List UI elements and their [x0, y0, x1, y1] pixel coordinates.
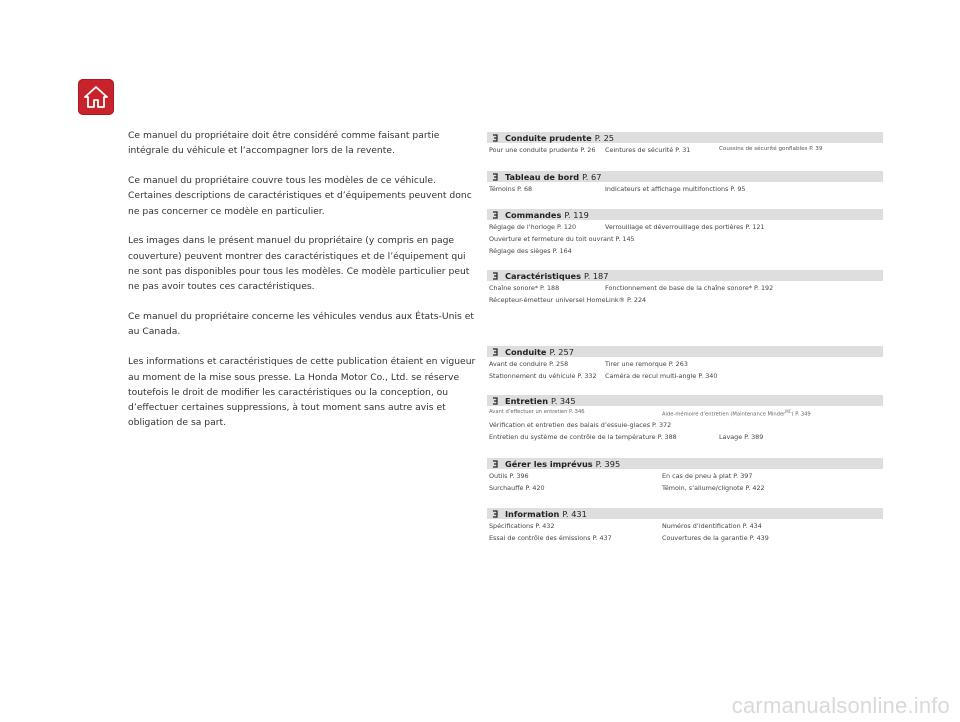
- section-page: P. 67: [582, 171, 602, 182]
- section-link[interactable]: [487, 458, 883, 469]
- section-title: Information: [505, 508, 560, 519]
- section-title: Commandes: [505, 209, 562, 220]
- section-title: Conduite: [505, 346, 547, 357]
- toc-section-emergencies: [487, 458, 883, 494]
- toc-link-text: Aide-mémoire d’entretien (Maintenance Minder: [662, 411, 786, 418]
- arrow-icon: [491, 510, 499, 518]
- toc-link[interactable]: Stationnement du véhicule P. 332: [489, 372, 597, 381]
- toc-link[interactable]: [662, 409, 811, 418]
- toc-link[interactable]: Lavage P. 389: [719, 433, 764, 442]
- intro-paragraph: Ce manuel du propriétaire concerne les véhicules vendus aux États-Unis et au Canada.: [128, 311, 474, 338]
- intro-paragraph: Ce manuel du propriétaire doit être considéré comme faisant partie intégrale du véhicule et l’accompagner lors de la revente.: [128, 130, 440, 157]
- toc-link[interactable]: Pour une conduite prudente P. 26: [489, 146, 596, 154]
- toc-link[interactable]: Fonctionnement de base de la chaîne sonore* P. 192: [605, 284, 774, 292]
- arrow-icon: [491, 134, 499, 142]
- arrow-icon: [491, 397, 499, 405]
- section-title: Caractéristiques: [505, 270, 581, 281]
- intro-paragraph: Les informations et caractéristiques de cette publication étaient en vigueur au moment de la mise sous presse. La Honda Motor Co., Ltd. se réserve toutefois le droit de modifier les caractéristiques ou la conception, ou d’effectuer certaines suppressions, à tout moment sans autre avis et obligation de sa part.: [128, 356, 476, 429]
- section-page: P. 187: [583, 270, 609, 281]
- toc-link[interactable]: Numéros d’identification P. 434: [662, 522, 762, 530]
- toc-link[interactable]: Avant de conduire P. 258: [489, 360, 569, 368]
- section-title: Tableau de bord: [505, 171, 580, 182]
- toc-link-page: ) P. 349: [791, 411, 811, 418]
- watermark: carmanualsonline.info: [731, 693, 950, 718]
- section-page: P. 395: [595, 458, 621, 469]
- toc-section-safe-driving: [487, 132, 883, 156]
- toc-link[interactable]: Caméra de recul multi-angle P. 340: [605, 372, 718, 381]
- intro-paragraph: Les images dans le présent manuel du propriétaire (y compris en page couverture) peuvent montrer des caractéristiques et de l’équipement qui ne sont pas disponibles pour tous les modèles. Ce modèle particulier peut ne pas avoir toutes ces caractéristiques.: [128, 235, 470, 293]
- section-page: P. 119: [564, 209, 589, 220]
- mm-mark: MC: [785, 409, 792, 414]
- section-page: P. 345: [551, 395, 576, 406]
- section-page: P. 25: [594, 132, 615, 143]
- toc-link[interactable]: Récepteur-émetteur universel HomeLink® P. 224: [489, 296, 647, 305]
- section-title: Entretien: [505, 395, 549, 406]
- toc-link[interactable]: Vérification et entretien des balais d’essuie-glaces P. 372: [489, 421, 672, 430]
- arrow-icon: [491, 460, 499, 468]
- section-title: Conduite prudente: [505, 132, 592, 143]
- intro-paragraph: Ce manuel du propriétaire couvre tous les modèles de ce véhicule. Certaines descriptions de caractéristiques et d’équipements peuvent donc ne pas concerner ce modèle en particulier.: [128, 175, 472, 217]
- toc-link[interactable]: Réglage des sièges P. 164: [489, 247, 572, 256]
- toc-link[interactable]: Avant d’effectuer un entretien P. 346: [489, 409, 585, 415]
- toc-link[interactable]: Outils P. 396: [489, 472, 529, 480]
- arrow-icon: [491, 173, 499, 181]
- toc-section-instrument-panel: [487, 171, 883, 195]
- toc-link[interactable]: Coussins de sécurité gonflables P. 39: [719, 146, 823, 152]
- toc-link[interactable]: Tirer une remorque P. 263: [605, 360, 688, 368]
- home-icon: [83, 84, 109, 110]
- arrow-icon: [491, 348, 499, 356]
- toc-section-features: [487, 270, 883, 306]
- arrow-icon: [491, 211, 499, 219]
- intro-text: [128, 128, 478, 445]
- toc-link[interactable]: Ouverture et fermeture du toit ouvrant P. 145: [489, 235, 635, 244]
- arrow-icon: [491, 272, 499, 280]
- toc-section-maintenance: [487, 395, 883, 444]
- toc-link[interactable]: Essai de contrôle des émissions P. 437: [489, 534, 612, 543]
- toc-link[interactable]: Entretien du système de contrôle de la température P. 388: [489, 433, 677, 442]
- section-title: Gérer les imprévus: [505, 458, 593, 469]
- section-link[interactable]: [487, 209, 883, 220]
- home-button[interactable]: [78, 79, 114, 115]
- section-link[interactable]: [487, 395, 883, 406]
- toc-section-information: [487, 508, 883, 544]
- section-page: P. 431: [562, 508, 587, 519]
- toc-link[interactable]: Réglage de l’horloge P. 120: [489, 223, 577, 231]
- toc-link[interactable]: Témoins P. 68: [489, 185, 533, 193]
- toc-link[interactable]: En cas de pneu à plat P. 397: [662, 472, 753, 480]
- section-link[interactable]: [487, 508, 883, 519]
- toc-link[interactable]: Spécifications P. 432: [489, 522, 555, 530]
- section-link[interactable]: [487, 270, 883, 281]
- toc-link[interactable]: Chaîne sonore* P. 188: [489, 284, 560, 292]
- toc-link[interactable]: Surchauffe P. 420: [489, 484, 545, 493]
- toc-link[interactable]: Témoin, s’allume/clignote P. 422: [662, 484, 765, 493]
- section-link[interactable]: [487, 171, 883, 182]
- toc-link[interactable]: Ceintures de sécurité P. 31: [605, 146, 691, 154]
- section-link[interactable]: [487, 132, 883, 143]
- toc-link[interactable]: Verrouillage et déverrouillage des portières P. 121: [605, 223, 765, 231]
- section-page: P. 257: [549, 346, 574, 357]
- toc-section-driving: [487, 346, 883, 382]
- section-link[interactable]: [487, 346, 883, 357]
- toc-link[interactable]: Couvertures de la garantie P. 439: [662, 534, 769, 543]
- toc-section-controls: [487, 209, 883, 258]
- toc-link[interactable]: Indicateurs et affichage multifonctions P. 95: [605, 185, 746, 193]
